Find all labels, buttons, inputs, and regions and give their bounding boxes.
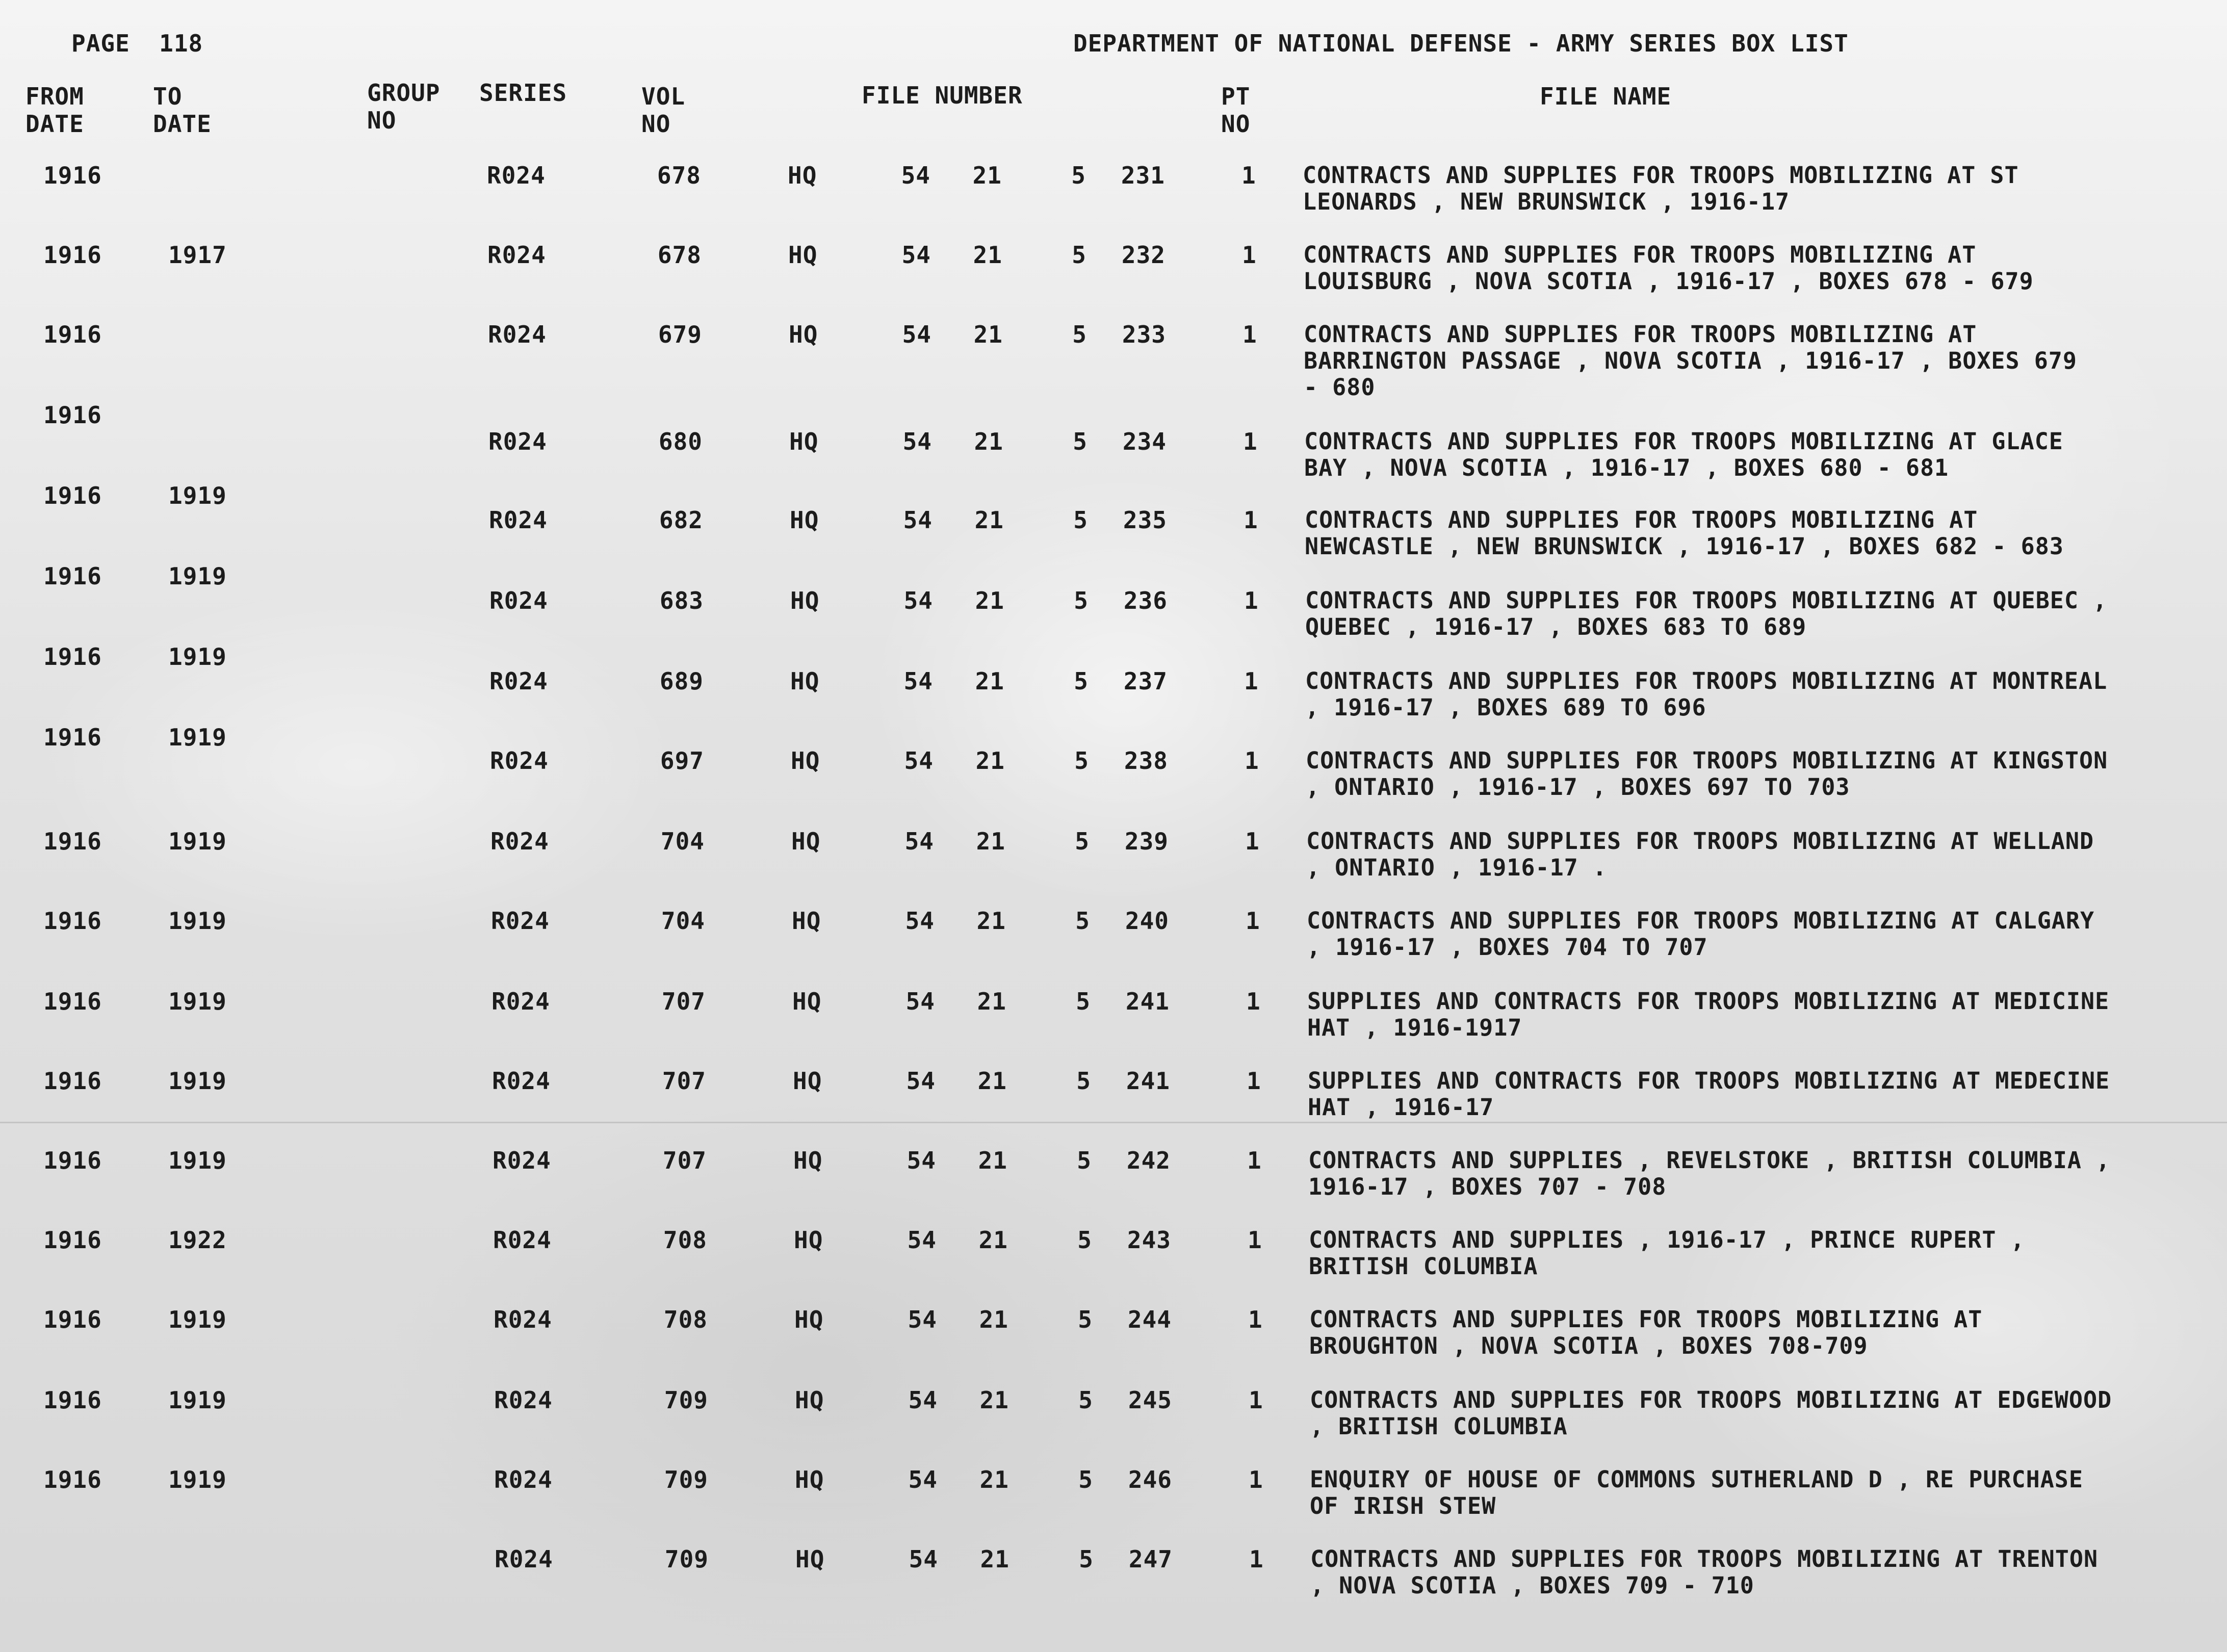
file-number-prefix: HQ xyxy=(795,1545,825,1573)
file-number-prefix: HQ xyxy=(791,747,820,775)
to-date: 1919 xyxy=(168,828,227,855)
file-number-part-4: 237 xyxy=(1123,667,1168,695)
volume-number: 704 xyxy=(661,907,705,935)
file-number-part-4: 242 xyxy=(1126,1147,1171,1174)
from-date: 1916 xyxy=(43,162,102,189)
volume-number: 709 xyxy=(664,1466,708,1493)
series-code: R024 xyxy=(489,587,548,614)
file-number-part-1: 54 xyxy=(902,428,932,455)
file-number-part-4: 233 xyxy=(1122,321,1166,348)
to-date: 1919 xyxy=(168,1306,227,1333)
page-title: DEPARTMENT OF NATIONAL DEFENSE - ARMY SERIES BOX LIST xyxy=(1073,30,1849,57)
file-number-prefix: HQ xyxy=(795,1386,824,1414)
file-number-prefix: HQ xyxy=(793,1147,823,1174)
part-number: 1 xyxy=(1242,241,1257,269)
file-number-part-2: 21 xyxy=(978,1226,1008,1254)
file-name: CONTRACTS AND SUPPLIES FOR TROOPS MOBILIZING AT GLACE BAY , NOVA SCOTIA , 1916-17 , BOXES 680 - 681 xyxy=(1304,428,2063,481)
file-number-part-1: 54 xyxy=(906,1067,936,1095)
file-number-part-3: 5 xyxy=(1072,241,1086,269)
file-name: CONTRACTS AND SUPPLIES FOR TROOPS MOBILIZING AT LOUISBURG , NOVA SCOTIA , 1916-17 , BOXES 678 - 679 xyxy=(1303,241,2034,295)
from-date: 1916 xyxy=(43,1306,102,1333)
from-date: 1916 xyxy=(43,828,102,855)
file-number-part-4: 241 xyxy=(1126,1067,1170,1095)
volume-number: 697 xyxy=(660,747,704,775)
part-number: 1 xyxy=(1246,988,1261,1015)
part-number: 1 xyxy=(1245,747,1259,775)
from-date: 1916 xyxy=(43,241,102,269)
series-code: R024 xyxy=(489,667,548,695)
volume-number: 678 xyxy=(657,241,702,269)
to-date: 1919 xyxy=(168,1466,227,1493)
file-number-part-2: 21 xyxy=(979,1466,1009,1493)
part-number: 1 xyxy=(1249,1466,1263,1493)
file-number-part-3: 5 xyxy=(1079,1545,1094,1573)
volume-number: 708 xyxy=(663,1306,708,1333)
file-name: CONTRACTS AND SUPPLIES , 1916-17 , PRINCE RUPERT , BRITISH COLUMBIA xyxy=(1309,1226,2025,1280)
to-date: 1919 xyxy=(168,1147,227,1174)
to-date: 1919 xyxy=(168,562,227,590)
file-number-part-3: 5 xyxy=(1076,1067,1091,1095)
file-number-prefix: HQ xyxy=(788,162,817,189)
from-date: 1916 xyxy=(43,562,102,590)
volume-number: 709 xyxy=(664,1545,709,1573)
file-name: SUPPLIES AND CONTRACTS FOR TROOPS MOBILIZING AT MEDICINE HAT , 1916-1917 xyxy=(1307,988,2110,1041)
file-number-part-2: 21 xyxy=(976,828,1005,855)
file-number-part-4: 241 xyxy=(1125,988,1170,1015)
from-date: 1916 xyxy=(43,988,102,1015)
file-number-part-2: 21 xyxy=(975,747,1005,775)
file-name: CONTRACTS AND SUPPLIES FOR TROOPS MOBILIZING AT MONTREAL , 1916-17 , BOXES 689 TO 696 xyxy=(1305,667,2108,721)
file-number-part-1: 54 xyxy=(901,241,931,269)
volume-number: 707 xyxy=(662,1067,706,1095)
series-code: R024 xyxy=(493,1226,552,1254)
file-number-part-2: 21 xyxy=(979,1386,1009,1414)
part-number: 1 xyxy=(1244,587,1259,614)
from-date: 1916 xyxy=(43,401,102,429)
volume-number: 689 xyxy=(659,667,704,695)
volume-number: 707 xyxy=(661,988,706,1015)
from-date: 1916 xyxy=(43,482,102,509)
col-header-vol-no: VOL NO xyxy=(641,83,686,138)
file-name: CONTRACTS AND SUPPLIES FOR TROOPS MOBILIZING AT BARRINGTON PASSAGE , NOVA SCOTIA , 1916-17 , BOXES 679 - 680 xyxy=(1304,321,2077,401)
file-number-prefix: HQ xyxy=(792,907,821,935)
file-number-part-4: 239 xyxy=(1124,828,1169,855)
file-number-part-1: 54 xyxy=(902,321,931,348)
file-number-part-3: 5 xyxy=(1076,988,1091,1015)
file-number-prefix: HQ xyxy=(794,1306,824,1333)
file-number-part-3: 5 xyxy=(1071,162,1086,189)
file-number-prefix: HQ xyxy=(791,828,821,855)
to-date: 1919 xyxy=(168,1386,227,1414)
col-header-group-no: GROUP NO xyxy=(367,79,441,134)
volume-number: 680 xyxy=(658,428,703,455)
file-number-part-2: 21 xyxy=(973,321,1003,348)
file-number-part-4: 245 xyxy=(1128,1386,1172,1414)
file-number-part-2: 21 xyxy=(976,907,1006,935)
file-number-part-1: 54 xyxy=(905,988,935,1015)
volume-number: 678 xyxy=(657,162,701,189)
file-name: CONTRACTS AND SUPPLIES FOR TROOPS MOBILIZING AT ST LEONARDS , NEW BRUNSWICK , 1916-17 xyxy=(1303,162,2019,215)
part-number: 1 xyxy=(1245,828,1260,855)
file-number-prefix: HQ xyxy=(794,1226,823,1254)
series-code: R024 xyxy=(488,321,547,348)
file-number-part-1: 54 xyxy=(907,1226,937,1254)
col-header-file-name: FILE NAME xyxy=(1540,83,1672,110)
volume-number: 704 xyxy=(660,828,705,855)
file-name: ENQUIRY OF HOUSE OF COMMONS SUTHERLAND D , RE PURCHASE OF IRISH STEW xyxy=(1310,1466,2083,1519)
to-date: 1922 xyxy=(168,1226,227,1254)
col-header-from-date: FROM DATE xyxy=(25,83,84,138)
file-number-part-3: 5 xyxy=(1073,428,1087,455)
from-date: 1916 xyxy=(43,1466,102,1493)
file-number-part-2: 21 xyxy=(975,667,1004,695)
file-number-part-3: 5 xyxy=(1075,828,1090,855)
volume-number: 682 xyxy=(659,506,703,534)
file-number-part-2: 21 xyxy=(978,1147,1007,1174)
file-number-part-2: 21 xyxy=(973,241,1002,269)
file-name: CONTRACTS AND SUPPLIES FOR TROOPS MOBILIZING AT TRENTON , NOVA SCOTIA , BOXES 709 - 710 xyxy=(1310,1545,2099,1599)
to-date: 1919 xyxy=(168,643,227,670)
file-number-part-3: 5 xyxy=(1077,1147,1092,1174)
file-number-part-2: 21 xyxy=(980,1545,1009,1573)
file-number-part-3: 5 xyxy=(1078,1466,1093,1493)
file-number-part-3: 5 xyxy=(1075,907,1090,935)
file-name: CONTRACTS AND SUPPLIES FOR TROOPS MOBILIZING AT EDGEWOOD , BRITISH COLUMBIA xyxy=(1310,1386,2112,1440)
part-number: 1 xyxy=(1247,1147,1262,1174)
volume-number: 709 xyxy=(664,1386,708,1414)
file-number-part-4: 243 xyxy=(1127,1226,1171,1254)
file-number-part-1: 54 xyxy=(903,667,933,695)
file-number-part-4: 234 xyxy=(1122,428,1167,455)
col-header-pt-no: PT NO xyxy=(1221,83,1251,138)
file-name: CONTRACTS AND SUPPLIES FOR TROOPS MOBILIZING AT KINGSTON , ONTARIO , 1916-17 , BOXES 697 TO 703 xyxy=(1306,747,2108,801)
file-number-part-4: 235 xyxy=(1123,506,1167,534)
file-number-prefix: HQ xyxy=(788,241,818,269)
file-number-part-2: 21 xyxy=(975,587,1004,614)
series-code: R024 xyxy=(491,907,550,935)
file-number-part-3: 5 xyxy=(1077,1226,1092,1254)
file-number-part-4: 246 xyxy=(1128,1466,1172,1493)
volume-number: 708 xyxy=(663,1226,707,1254)
file-number-part-2: 21 xyxy=(974,506,1004,534)
fold-line xyxy=(0,1122,2227,1123)
series-code: R024 xyxy=(489,506,548,534)
file-number-part-1: 54 xyxy=(903,587,933,614)
from-date: 1916 xyxy=(43,724,102,751)
file-number-part-1: 54 xyxy=(908,1466,938,1493)
part-number: 1 xyxy=(1244,667,1259,695)
from-date: 1916 xyxy=(43,1386,102,1414)
part-number: 1 xyxy=(1243,428,1258,455)
file-number-part-1: 54 xyxy=(904,828,934,855)
part-number: 1 xyxy=(1242,321,1257,348)
to-date: 1919 xyxy=(168,1067,227,1095)
page-number: PAGE 118 xyxy=(71,30,203,57)
file-number-part-3: 5 xyxy=(1072,321,1087,348)
file-number-prefix: HQ xyxy=(795,1466,824,1493)
col-header-to-date: TO DATE xyxy=(153,83,212,138)
from-date: 1916 xyxy=(43,1147,102,1174)
file-number-prefix: HQ xyxy=(790,587,820,614)
file-number-part-2: 21 xyxy=(972,162,1002,189)
from-date: 1916 xyxy=(43,907,102,935)
part-number: 1 xyxy=(1249,1545,1264,1573)
file-number-part-3: 5 xyxy=(1074,667,1089,695)
file-number-part-4: 236 xyxy=(1123,587,1168,614)
part-number: 1 xyxy=(1241,162,1256,189)
volume-number: 679 xyxy=(658,321,702,348)
from-date: 1916 xyxy=(43,1067,102,1095)
part-number: 1 xyxy=(1246,907,1260,935)
file-number-part-1: 54 xyxy=(901,162,930,189)
series-code: R024 xyxy=(494,1466,553,1493)
file-number-part-3: 5 xyxy=(1073,506,1088,534)
to-date: 1919 xyxy=(168,907,227,935)
file-name: CONTRACTS AND SUPPLIES FOR TROOPS MOBILIZING AT WELLAND , ONTARIO , 1916-17 . xyxy=(1306,828,2094,881)
part-number: 1 xyxy=(1248,1226,1262,1254)
series-code: R024 xyxy=(487,241,546,269)
series-code: R024 xyxy=(494,1306,552,1333)
file-number-part-4: 238 xyxy=(1124,747,1168,775)
series-code: R024 xyxy=(495,1545,553,1573)
to-date: 1919 xyxy=(168,482,227,509)
volume-number: 707 xyxy=(662,1147,707,1174)
file-number-part-1: 54 xyxy=(905,907,935,935)
file-name: CONTRACTS AND SUPPLIES FOR TROOPS MOBILIZING AT CALGARY , 1916-17 , BOXES 704 TO 707 xyxy=(1307,907,2095,961)
file-number-part-3: 5 xyxy=(1074,747,1089,775)
part-number: 1 xyxy=(1247,1067,1261,1095)
series-code: R024 xyxy=(492,1067,551,1095)
file-number-part-1: 54 xyxy=(909,1545,938,1573)
file-number-part-4: 231 xyxy=(1121,162,1165,189)
file-number-part-2: 21 xyxy=(979,1306,1008,1333)
to-date: 1919 xyxy=(168,724,227,751)
file-number-part-1: 54 xyxy=(904,747,934,775)
series-code: R024 xyxy=(487,162,546,189)
file-number-prefix: HQ xyxy=(793,1067,822,1095)
series-code: R024 xyxy=(493,1147,551,1174)
file-number-part-1: 54 xyxy=(908,1306,937,1333)
series-code: R024 xyxy=(488,428,547,455)
part-number: 1 xyxy=(1249,1386,1263,1414)
to-date: 1917 xyxy=(168,241,227,269)
file-number-part-3: 5 xyxy=(1078,1306,1093,1333)
series-code: R024 xyxy=(494,1386,553,1414)
file-name: CONTRACTS AND SUPPLIES FOR TROOPS MOBILIZING AT NEWCASTLE , NEW BRUNSWICK , 1916-17 , BOXES 682 - 683 xyxy=(1305,506,2064,560)
file-number-prefix: HQ xyxy=(789,428,819,455)
file-number-part-4: 232 xyxy=(1121,241,1166,269)
file-number-part-2: 21 xyxy=(977,1067,1007,1095)
file-number-part-2: 21 xyxy=(974,428,1003,455)
file-number-prefix: HQ xyxy=(790,667,820,695)
file-number-part-1: 54 xyxy=(908,1386,938,1414)
file-name: CONTRACTS AND SUPPLIES , REVELSTOKE , BRITISH COLUMBIA , 1916-17 , BOXES 707 - 708 xyxy=(1308,1147,2111,1200)
series-code: R024 xyxy=(490,828,549,855)
col-header-series: SERIES xyxy=(479,79,567,107)
from-date: 1916 xyxy=(43,321,102,348)
series-code: R024 xyxy=(491,988,550,1015)
file-number-prefix: HQ xyxy=(790,506,819,534)
file-name: CONTRACTS AND SUPPLIES FOR TROOPS MOBILIZING AT QUEBEC , QUEBEC , 1916-17 , BOXES 683 TO 689 xyxy=(1305,587,2108,640)
from-date: 1916 xyxy=(43,643,102,670)
file-number-part-2: 21 xyxy=(977,988,1006,1015)
file-number-part-4: 247 xyxy=(1128,1545,1173,1573)
file-number-prefix: HQ xyxy=(792,988,822,1015)
file-number-part-4: 240 xyxy=(1125,907,1169,935)
from-date: 1916 xyxy=(43,1226,102,1254)
file-number-prefix: HQ xyxy=(789,321,818,348)
file-number-part-1: 54 xyxy=(907,1147,936,1174)
part-number: 1 xyxy=(1244,506,1258,534)
file-name: CONTRACTS AND SUPPLIES FOR TROOPS MOBILIZING AT BROUGHTON , NOVA SCOTIA , BOXES 708-709 xyxy=(1309,1306,1983,1359)
col-header-file-number: FILE NUMBER xyxy=(862,82,1023,109)
file-number-part-4: 244 xyxy=(1127,1306,1172,1333)
series-code: R024 xyxy=(490,747,549,775)
file-number-part-3: 5 xyxy=(1078,1386,1093,1414)
file-number-part-1: 54 xyxy=(903,506,933,534)
volume-number: 683 xyxy=(659,587,704,614)
file-number-part-3: 5 xyxy=(1074,587,1089,614)
to-date: 1919 xyxy=(168,988,227,1015)
part-number: 1 xyxy=(1248,1306,1263,1333)
file-name: SUPPLIES AND CONTRACTS FOR TROOPS MOBILIZING AT MEDECINE HAT , 1916-17 xyxy=(1308,1067,2110,1121)
